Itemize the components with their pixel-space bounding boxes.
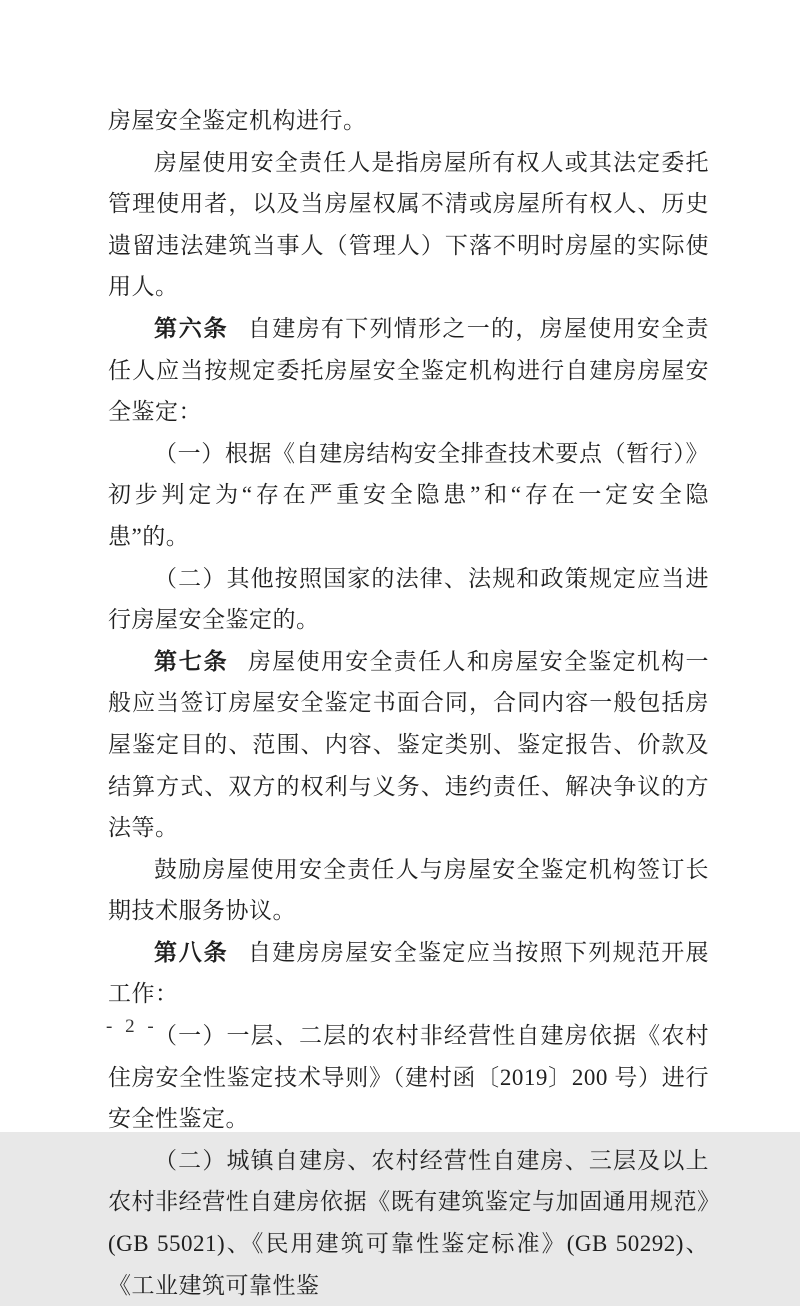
paragraph — [108, 100, 709, 142]
paragraph-text: （二）城镇自建房、农村经营性自建房、三层及以上农村非经营性自建房依据《既有建筑鉴定与加固通用规范》(GB 55021)、《民用建筑可靠性鉴定标准》(GB 50292)、《工业建筑可靠性鉴 — [108, 1147, 709, 1298]
paragraph-text: （一）根据《自建房结构安全排查技术要点（暂行）》初步判定为“存在严重安全隐患”和“存在一定安全隐患”的。 — [108, 440, 709, 549]
paragraph — [108, 932, 709, 1015]
paragraph — [108, 558, 709, 641]
paragraph-text: （二）其他按照国家的法律、法规和政策规定应当进行房屋安全鉴定的。 — [108, 565, 709, 633]
paragraph-text: （一）一层、二层的农村非经营性自建房依据《农村住房安全性鉴定技术导则》（建村函〔2019〕200 号）进行安全性鉴定。 — [108, 1023, 709, 1132]
paragraph-text: 房屋使用安全责任人是指房屋所有权人或其法定委托管理使用者，以及当房屋权属不清或房屋所有权人、历史遗留违法建筑当事人（管理人）下落不明时房屋的实际使用人。 — [108, 149, 709, 300]
paragraph-text: 房屋使用安全责任人和房屋安全鉴定机构一般应当签订房屋安全鉴定书面合同，合同内容一般包括房屋鉴定目的、范围、内容、鉴定类别、鉴定报告、价款及结算方式、双方的权利与义务、违约责任、解决争议的方法等。 — [108, 648, 710, 841]
paragraph — [108, 308, 709, 433]
paragraph-text: 自建房房屋安全鉴定应当按照下列规范开展工作： — [108, 939, 710, 1007]
paragraph — [108, 433, 709, 558]
article-number: 第六条 — [154, 314, 229, 341]
paragraph-text: 房屋安全鉴定机构进行。 — [108, 108, 367, 133]
article-number: 第七条 — [154, 647, 229, 674]
paragraph — [108, 1140, 709, 1306]
document-body — [108, 100, 709, 1306]
article-number: 第八条 — [154, 938, 229, 965]
paragraph — [108, 1015, 709, 1140]
paragraph — [108, 849, 709, 932]
paragraph-text: 鼓励房屋使用安全责任人与房屋安全鉴定机构签订长期技术服务协议。 — [108, 856, 709, 924]
paragraph-text: 自建房有下列情形之一的，房屋使用安全责任人应当按规定委托房屋安全鉴定机构进行自建房房屋安全鉴定： — [108, 315, 710, 425]
paragraph — [108, 142, 709, 308]
paragraph — [108, 641, 709, 849]
page-number: - 2 - — [106, 1016, 158, 1037]
